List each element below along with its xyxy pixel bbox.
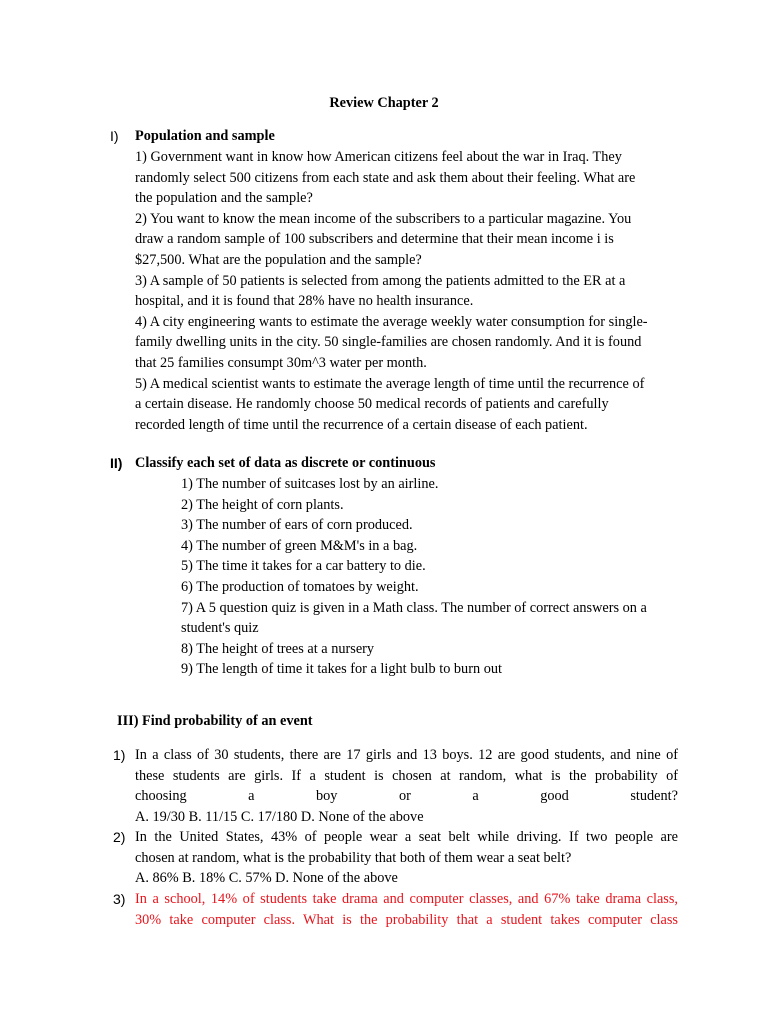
text-line: randomly select 500 citizens from each state and ask them about their feeling. What are xyxy=(135,169,636,186)
question-1 xyxy=(113,745,678,827)
list-item: 8) The height of trees at a nursery xyxy=(181,640,375,657)
page-title: Review Chapter 2 xyxy=(329,95,439,111)
question-text-line: chosen at random, what is the probability that both of them wear a seat belt? xyxy=(135,849,572,866)
list-item: 5) The time it takes for a car battery to die. xyxy=(181,558,426,575)
question-number: 2) xyxy=(113,829,126,845)
list-item: 1) The number of suitcases lost by an airline. xyxy=(181,476,439,492)
list-item: 4) The number of green M&M's in a bag. xyxy=(181,537,418,554)
question-number: 1) xyxy=(113,747,126,763)
section-1-heading: Population and sample xyxy=(135,128,275,144)
text-line: 2) You want to know the mean income of the subscribers to a particular magazine. You xyxy=(135,210,632,227)
list-item: 2) The height of corn plants. xyxy=(181,496,344,513)
text-line: draw a random sample of 100 subscribers and determine that their mean income i is xyxy=(135,231,614,248)
answer-choices: A. 19/30 B. 11/15 C. 17/180 D. None of the above xyxy=(135,808,424,825)
list-item: 3) The number of ears of corn produced. xyxy=(181,517,413,534)
text-line: the population and the sample? xyxy=(135,190,313,207)
section-2-list xyxy=(181,474,678,680)
text-line: $27,500. What are the population and the sample? xyxy=(135,251,422,268)
section-1-numeral: I) xyxy=(110,128,119,144)
list-item: student's quiz xyxy=(181,620,259,637)
text-line: 3) A sample of 50 patients is selected from among the patients admitted to the ER at a xyxy=(135,272,626,289)
question-3 xyxy=(113,889,678,930)
text-line: that 25 families consumpt 30m^3 water per month. xyxy=(135,354,427,371)
section-2-numeral: II) xyxy=(110,455,123,471)
question-text-line: 30% take computer class. What is the probability that a student takes computer class xyxy=(135,911,678,928)
question-2 xyxy=(113,827,678,889)
text-line: a certain disease. He randomly choose 50 medical records of patients and carefully xyxy=(135,396,609,413)
text-line: hospital, and it is found that 28% have no health insurance. xyxy=(135,293,474,310)
question-text-line: In the United States, 43% of people wear a seat belt while driving. If two people are xyxy=(135,829,678,845)
question-text-line: In a school, 14% of students take drama and computer classes, and 67% take drama class, xyxy=(135,891,678,907)
highlighted-question xyxy=(135,889,678,930)
text-line: family dwelling units in the city. 50 single-families are chosen randomly. And it is found xyxy=(135,334,642,351)
text-line: 1) Government want in know how American citizens feel about the war in Iraq. They xyxy=(135,149,622,165)
list-item: 9) The length of time it takes for a light bulb to burn out xyxy=(181,661,502,678)
list-item: 6) The production of tomatoes by weight. xyxy=(181,578,419,595)
list-item: 7) A 5 question quiz is given in a Math class. The number of correct answers on a xyxy=(181,599,647,616)
question-text-line: these students are girls. If a student is chosen at random, what is the probability of xyxy=(135,767,678,784)
section-3-heading: III) Find probability of an event xyxy=(117,713,313,729)
text-line: recorded length of time until the recurrence of a certain disease of each patient. xyxy=(135,416,588,433)
question-text-line: choosing a boy or a good student? xyxy=(135,788,678,805)
question-number: 3) xyxy=(113,891,126,907)
question-text-line: In a class of 30 students, there are 17 girls and 13 boys. 12 are good students, and nine of xyxy=(135,747,678,763)
section-2-heading: Classify each set of data as discrete or continuous xyxy=(135,455,436,471)
text-line: 4) A city engineering wants to estimate the average weekly water consumption for single- xyxy=(135,313,648,330)
answer-choices: A. 86% B. 18% C. 57% D. None of the above xyxy=(135,870,398,887)
section-1-body xyxy=(135,147,678,435)
text-line: 5) A medical scientist wants to estimate the average length of time until the recurrence of xyxy=(135,375,645,392)
